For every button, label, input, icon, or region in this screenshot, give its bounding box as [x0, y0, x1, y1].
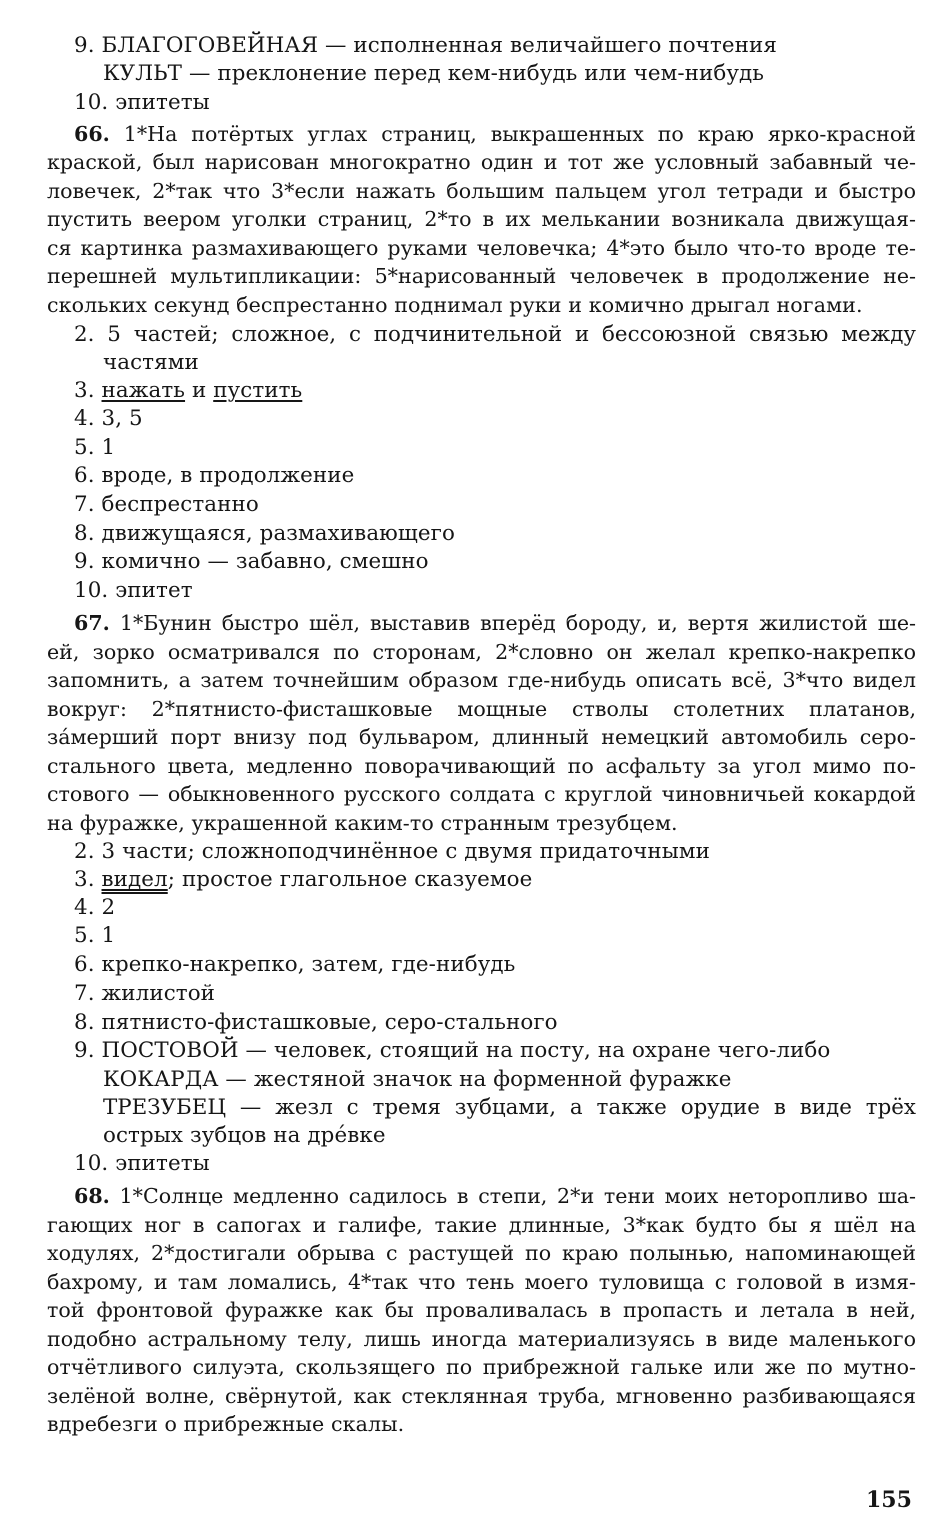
task-66-answer-2-line2: частями: [103, 350, 199, 375]
task-67-answer-5: 5. 1: [74, 923, 116, 948]
task-67-text-line: 67. 1*Бунин быстро шёл, выставив вперёд бороду, и, вертя жилистой ше-: [74, 611, 916, 635]
double-underlined-word: видел: [101, 867, 168, 892]
task-66-text-line: ся картинка размахивающего руками человечка; 4*это было что-то вроде те-: [47, 236, 916, 260]
task-66-text-line: перешней мультипликации: 5*нарисованный человечек в продолжение не-: [47, 264, 916, 288]
task-67-answer-2: 2. 3 части; сложноподчинённое с двумя придаточными: [74, 839, 710, 864]
task-68-number: 68.: [74, 1184, 110, 1208]
task-67-answer-8: 8. пятнисто-фисташковые, серо-стального: [74, 1010, 558, 1035]
underlined-word: пустить: [213, 378, 303, 403]
task-67-answer-7: 7. жилистой: [74, 981, 216, 1006]
answer-9-line1: 9. БЛАГОГОВЕЙНАЯ — исполненная величайшего почтения: [74, 33, 777, 58]
task-67-text-line: ей, зорко осматривался по сторонам, 2*словно он желал крепко-накрепко: [47, 640, 916, 664]
task-67-text-line: за́мерший порт внизу под бульваром, длинный немецкий автомобиль серо-: [47, 725, 916, 749]
answer-10: 10. эпитеты: [74, 90, 210, 115]
task-67-number: 67.: [74, 611, 110, 635]
page-number: 155: [866, 1487, 912, 1513]
task-66-answer-7: 7. беспрестанно: [74, 492, 259, 517]
task-66-answer-6: 6. вроде, в продолжение: [74, 463, 355, 488]
task-67-answer-9-line1: 9. ПОСТОВОЙ — человек, стоящий на посту, на охране чего-либо: [74, 1038, 831, 1063]
task-67-answer-9-line2: КОКАРДА — жестяной значок на форменной фуражке: [103, 1067, 732, 1092]
task-66-answer-4: 4. 3, 5: [74, 406, 143, 431]
task-68-text-line: вдребезги о прибрежные скалы.: [47, 1412, 405, 1436]
underlined-word: нажать: [101, 378, 186, 403]
task-67-text-line: стового — обыкновенного русского солдата с круглой чиновничьей кокардой: [47, 782, 916, 806]
task-66-text-line: краской, был нарисован многократно один и тот же условный забавный че-: [47, 150, 916, 174]
task-68-text-line: той фронтовой фуражке как бы проваливалась в пропасть и летала в ней,: [47, 1298, 916, 1322]
task-66-answer-10: 10. эпитет: [74, 578, 193, 603]
task-67-answer-4: 4. 2: [74, 895, 116, 920]
task-67-text-line: стального цвета, медленно поворачивающий по асфальту за угол мимо по-: [47, 754, 916, 778]
task-68-text-line: отчётливого силуэта, скользящего по прибрежной гальке или же по мутно-: [47, 1355, 916, 1379]
task-67-answer-9-line4: острых зубцов на дре́вке: [103, 1123, 386, 1148]
task-68-text-line: подобно астральному телу, лишь иногда материализуясь в виде маленького: [47, 1327, 916, 1351]
task-66-text-line: ловечек, 2*так что 3*если нажать большим пальцем угол тетради и быстро: [47, 179, 916, 203]
task-67-text-line: вокруг: 2*пятнисто-фисташковые мощные стволы столетних платанов,: [47, 697, 916, 721]
task-66-answer-2-line1: 2. 5 частей; сложное, с подчинительной и бессоюзной связью между: [74, 322, 916, 347]
task-66-answer-3: 3. нажать и пустить: [74, 378, 303, 403]
task-68-text-line: гающих ног в сапогах и галифе, такие длинные, 3*как будто бы я шёл на: [47, 1213, 916, 1237]
task-66-number: 66.: [74, 122, 110, 146]
task-66-text-line: 66. 1*На потёртых углах страниц, выкрашенных по краю ярко-красной: [74, 122, 916, 146]
task-67-answer-10: 10. эпитеты: [74, 1151, 210, 1176]
task-66-answer-9: 9. комично — забавно, смешно: [74, 549, 429, 574]
task-67-text-line: запомнить, а затем точнейшим образом где-нибудь описать всё, 3*что видел: [47, 668, 916, 692]
task-67-answer-3: 3. видел; простое глагольное сказуемое: [74, 867, 533, 892]
task-68-text-line: бахрому, и там ломались, 4*так что тень моего туловища с головой в измя-: [47, 1270, 916, 1294]
task-66-text-line: пустить веером уголки страниц, 2*то в их мелькании возникала движущая-: [47, 207, 916, 231]
task-66-answer-5: 5. 1: [74, 435, 116, 460]
task-68-text-line: 68. 1*Солнце медленно садилось в степи, 2*и тени моих неторопливо ша-: [74, 1184, 916, 1208]
answer-9-line2: КУЛЬТ — преклонение перед кем-нибудь или чем-нибудь: [103, 61, 765, 86]
task-66-answer-8: 8. движущаяся, размахивающего: [74, 521, 455, 546]
task-68-text-line: зелёной волне, свёрнутой, как стеклянная труба, мгновенно разбивающаяся: [47, 1384, 916, 1408]
task-68-text-line: ходулях, 2*достигали обрыва с растущей по краю полынью, напоминающей: [47, 1241, 916, 1265]
task-66-text-line: скольких секунд беспрестанно поднимал руки и комично дрыгал ногами.: [47, 293, 863, 317]
task-67-answer-9-line3: ТРЕЗУБЕЦ — жезл с тремя зубцами, а также орудие в виде трёх: [103, 1095, 916, 1120]
task-67-answer-6: 6. крепко-накрепко, затем, где-нибудь: [74, 952, 516, 977]
task-67-text-line: на фуражке, украшенной каким-то странным трезубцем.: [47, 811, 678, 835]
